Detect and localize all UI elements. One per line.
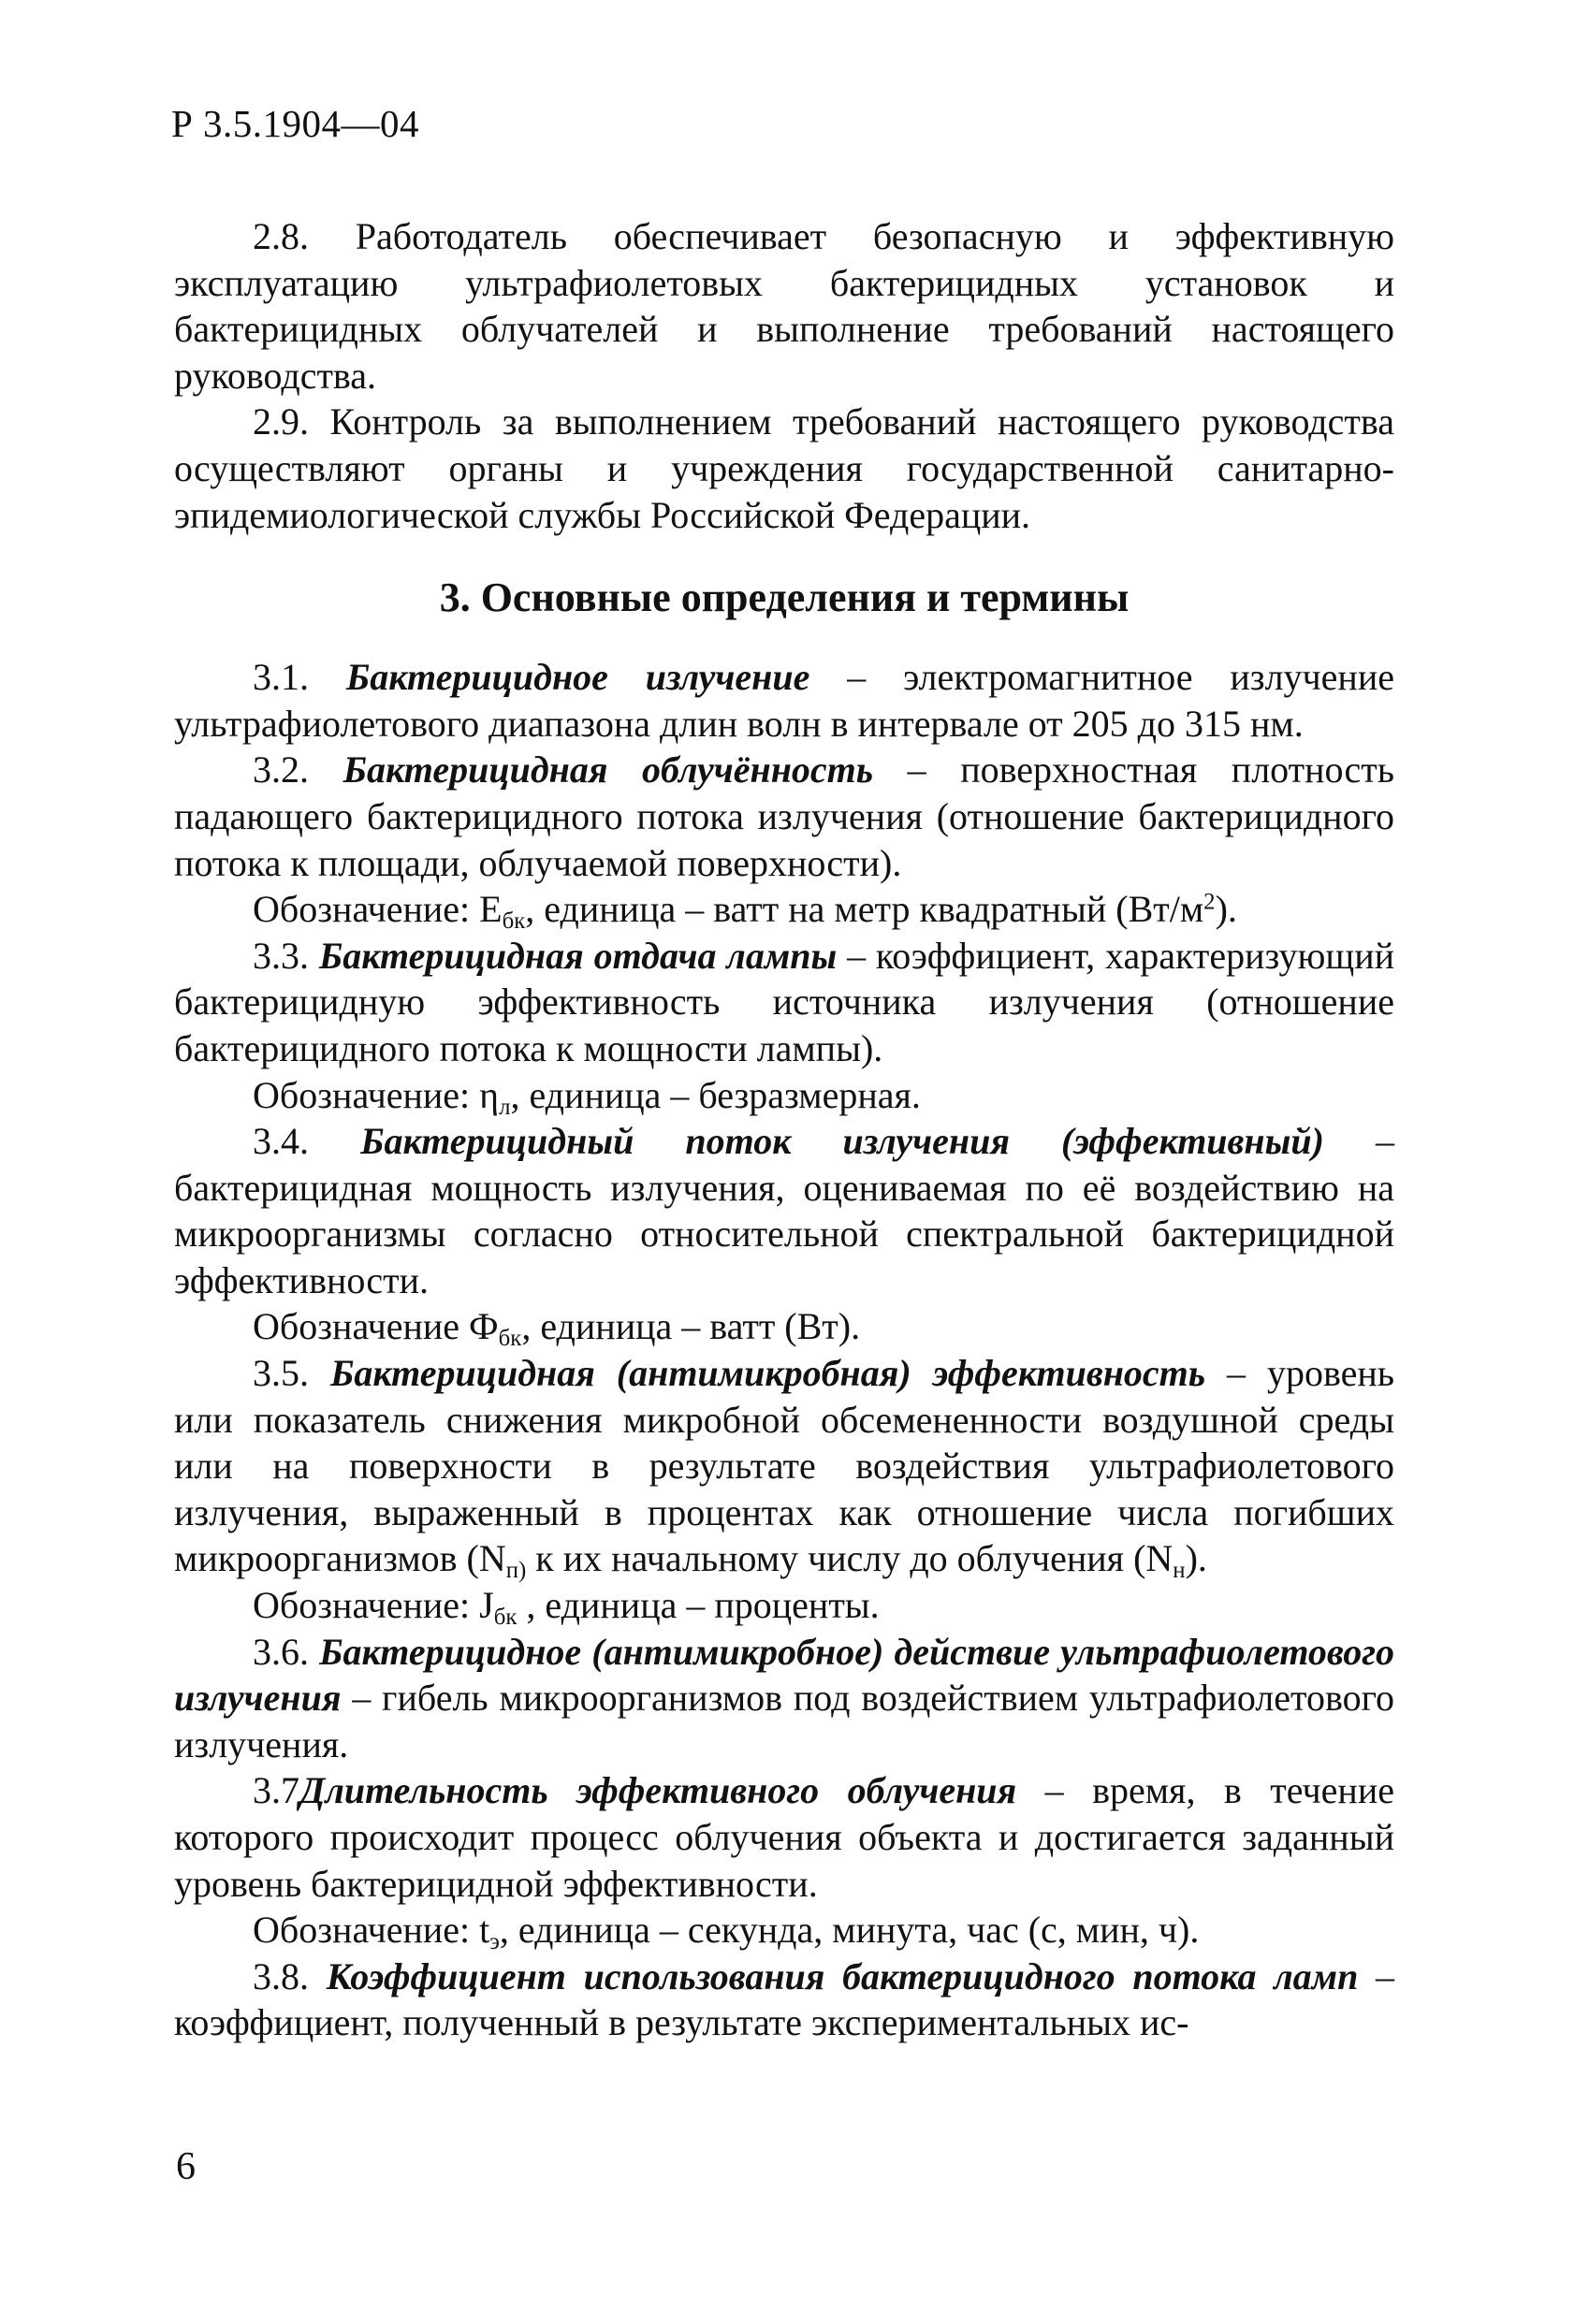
paragraph-3-7 <box>174 1767 1394 1907</box>
definition-text: – время, в течение которого происходит процесс облучения объекта и достигается заданный уровень бактерицидной эффективности. <box>174 1769 1394 1905</box>
designation-3-4: Обозначение $Ф_{бк}$, единица – ватт (Вт). <box>253 1305 861 1352</box>
paragraph-3-4 <box>174 1118 1394 1303</box>
term-bactericidal-radiation: Бактерицидное излучение <box>345 656 810 699</box>
clause-number: 3.6. <box>253 1630 309 1673</box>
clause-number: 3.4. <box>253 1120 309 1163</box>
paragraph-3-1 <box>174 654 1394 747</box>
paragraph-3-5: 3.5. Бактерицидная (антимикробная) эффективность – уровень или показатель снижения микробной обсемененности воздушной среды или на поверхности в результате воздействия ультрафиолетового излучения, выраженный в процентах как отношение числа погибших микроорганизмов ($N_{п)}$ к их начальному числу до облучения $(N_н)$. <box>174 1352 1395 1584</box>
clause-number: 3.8. <box>253 1954 309 1997</box>
paragraph-2-9: 2.9. Контроль за выполнением требований настоящего руководства осуществляют органы и учреждения государственной санитарно-эпидемиологической службы Российской Федерации. <box>174 400 1394 536</box>
clause-number: 3.7 <box>253 1769 299 1812</box>
paragraph-3-8 <box>174 1954 1394 2046</box>
term-flux-utilization-coefficient: Коэффициент использования бактерицидного потока ламп <box>326 1954 1359 1997</box>
definition-text: – коэффициент, полученный в результате экспериментальных ис- <box>174 1954 1395 2044</box>
definition-text: – бактерицидная мощность излучения, оцениваемая по её воздействию на микроорганизмы согласно относительной спектральной бактерицидной эффективности. <box>174 1120 1395 1301</box>
clause-number: 3.1. <box>253 656 309 699</box>
definition-text: – электромагнитное излучение ультрафиолетового диапазона длин волн в интервале от 205 до 315 нм. <box>174 656 1394 745</box>
definition-text: – коэффициент, характеризующий бактерицидную эффективность источника излучения (отношение бактерицидного потока к мощности лампы). <box>174 934 1395 1069</box>
clause-number: 3.3. <box>253 934 309 977</box>
paragraph-3-2 <box>174 747 1394 886</box>
term-exposure-duration: Длительность эффективного облучения <box>299 1769 1017 1812</box>
definition-text: – поверхностная плотность падающего бактерицидного потока излучения (отношение бактерицидного потока к площади, облучаемой поверхности). <box>174 748 1395 884</box>
term-bactericidal-flux: Бактерицидный поток излучения (эффективный) <box>360 1120 1324 1163</box>
section-3-title: 3. Основные определения и термины <box>439 574 1130 621</box>
paragraph-3-3 <box>174 933 1394 1072</box>
document-code: Р 3.5.1904—04 <box>171 102 420 145</box>
clause-number: 3.5. <box>253 1352 309 1395</box>
designation-3-2: Обозначение: $Е_{бк}$, единица – ватт на метр квадратный $(Вт/м^2)$. <box>253 888 1237 935</box>
clause-number: 3.2. <box>253 748 309 792</box>
term-bactericidal-irradiance: Бактерицидная облучённость <box>343 748 874 792</box>
term-lamp-bactericidal-output: Бактерицидная отдача лампы <box>318 934 838 977</box>
term-bactericidal-action: Бактерицидное (антимикробное) действие ультрафиолетового излучения <box>174 1630 1395 1720</box>
definition-text: – гибель микроорганизмов под воздействием ультрафиолетового излучения. <box>174 1677 1394 1765</box>
designation-3-7: Обозначение: $t_э$, единица – секунда, минута, час (с, мин, ч). <box>253 1909 1200 1955</box>
term-bactericidal-efficiency: Бактерицидная (антимикробная) эффективность <box>329 1352 1206 1395</box>
document-body <box>174 213 1394 2046</box>
designation-3-3: Обозначение: $\eta_л$, единица – безразмерная. <box>253 1073 921 1120</box>
paragraph-3-6 <box>174 1629 1394 1768</box>
paragraph-2-8: 2.8. Работодатель обеспечивает безопасную и эффективную эксплуатацию ультрафиолетовых бактерицидных установок и бактерицидных облучателей и выполнение требований настоящего руководства. <box>174 215 1394 397</box>
designation-3-5: Обозначение: $J_{бк}$ , единица – проценты. <box>253 1584 880 1630</box>
page-number: 6 <box>176 2145 196 2188</box>
